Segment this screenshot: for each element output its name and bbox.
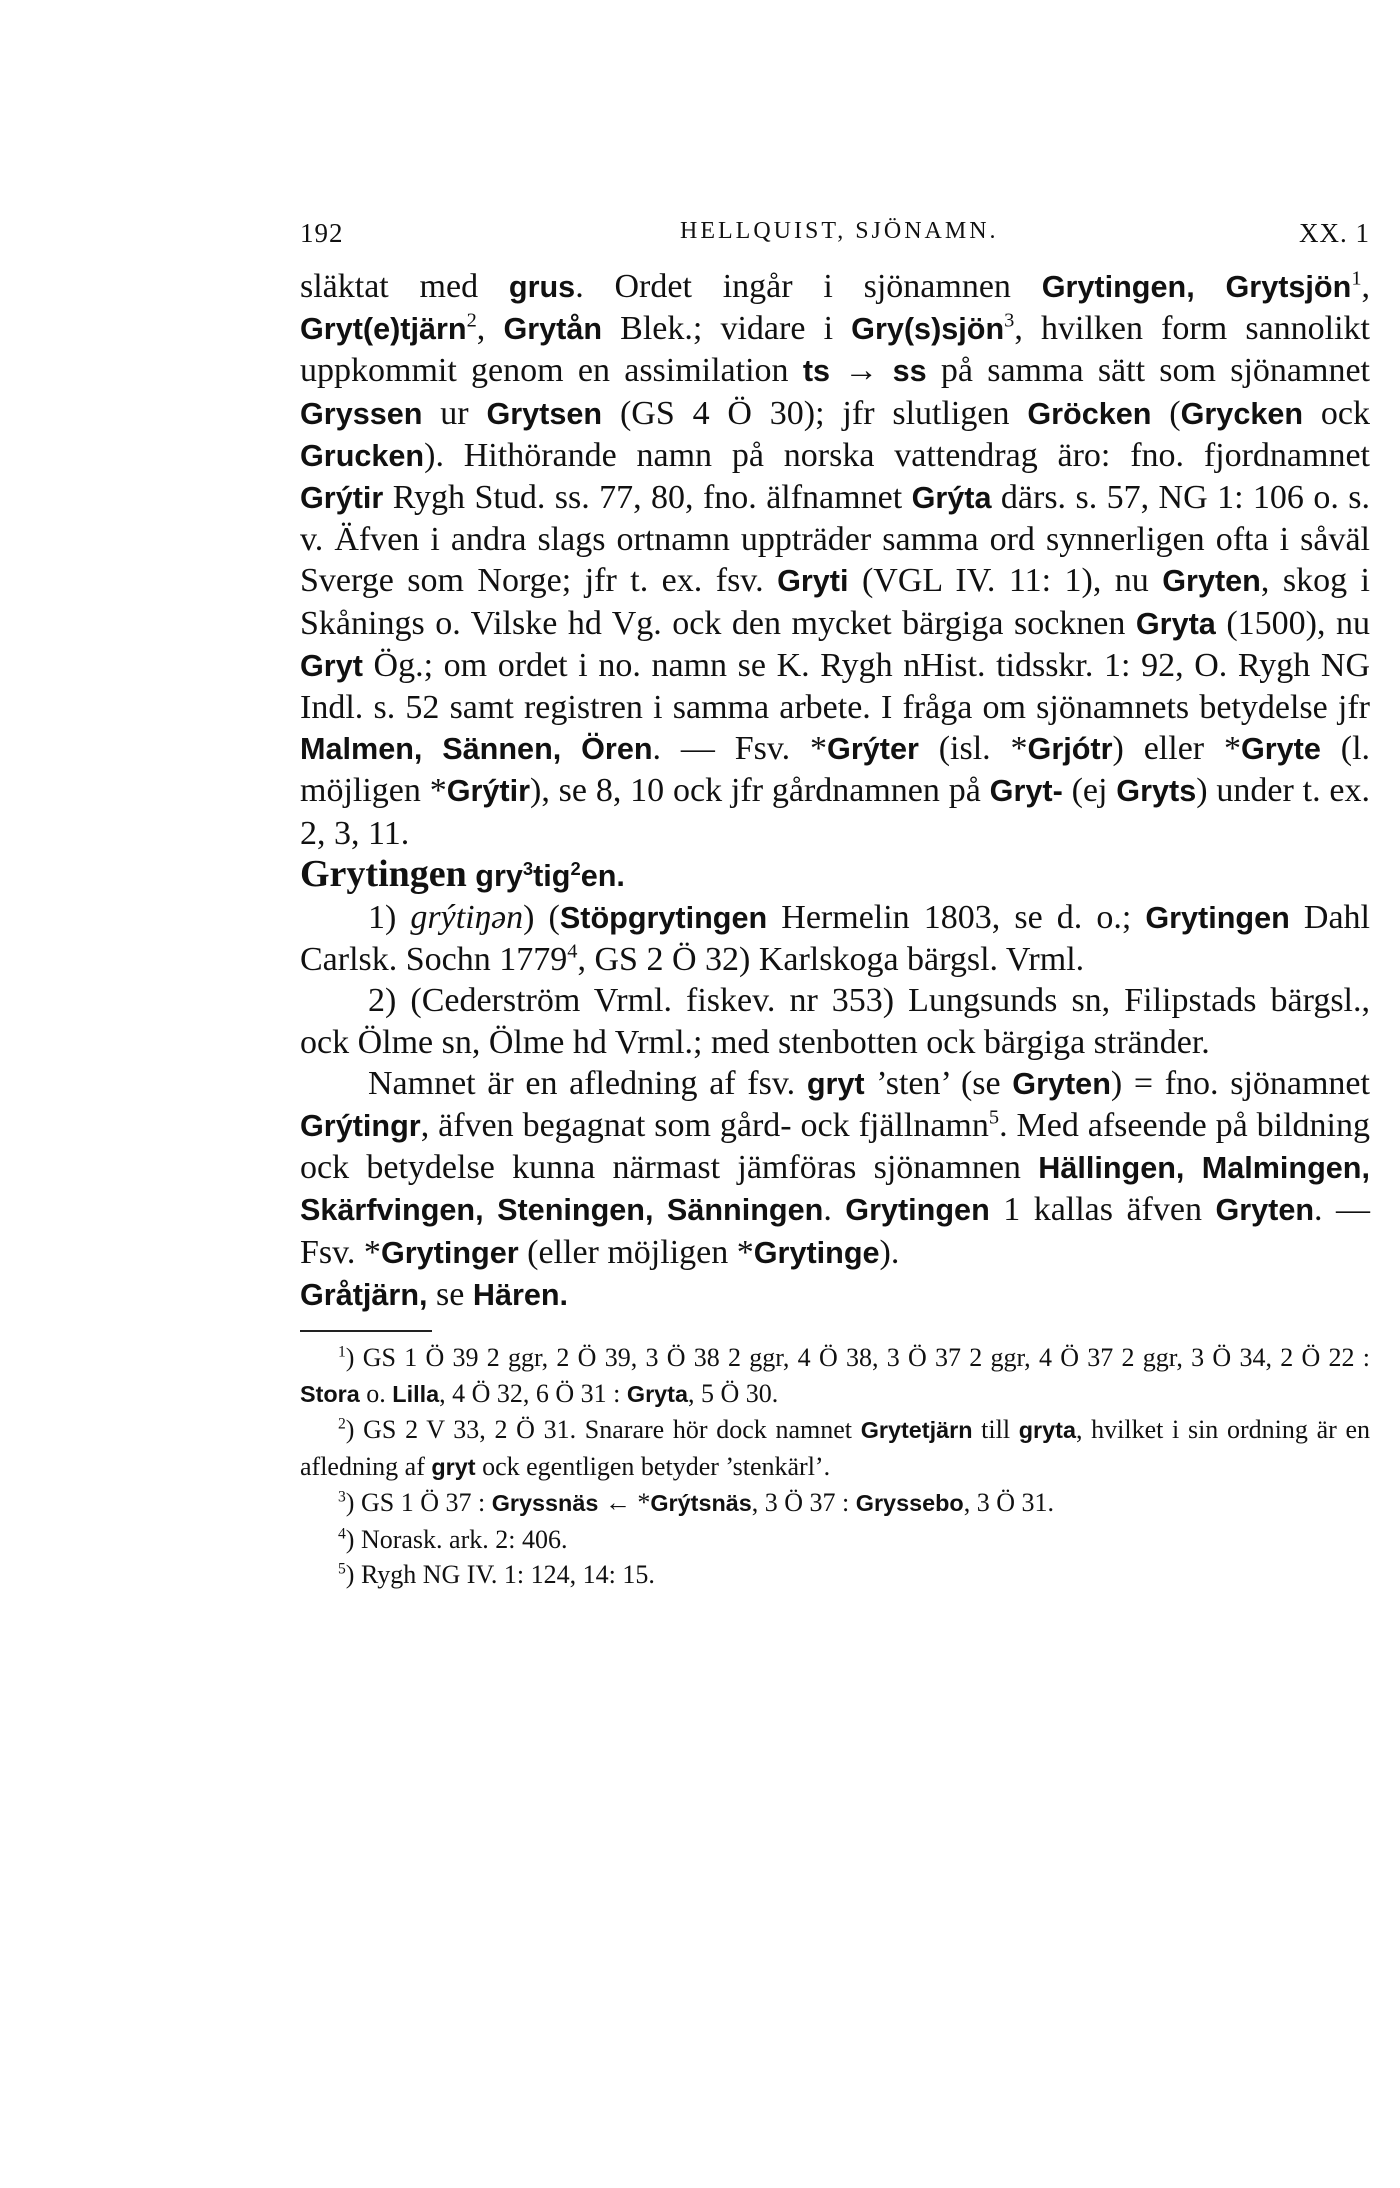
page-number: 192 [300, 218, 344, 248]
footnote-5: $^5$) Rygh NG IV. 1: 124, 14: 15. [338, 1560, 655, 1590]
running-title: HELLQUIST, SJÖNAMN. [680, 218, 999, 244]
footnote-divider [300, 1330, 432, 1332]
footnote-4: $^4$) Norask. ark. 2: 406. [338, 1524, 568, 1554]
main-text [300, 266, 1370, 1316]
running-header [300, 218, 1370, 266]
paragraph-etymology: Namnet är en afledning af fsv. gryt ’sten’ (se Gryten) = fno. sjönamnet Grýtingr, äfven begagnat som gård- ock fjällnamn$^5$. Med afseende på bildning ock betydelse kunna närmast jämföras sjönamnen Hällingen, Malmingen, Skärfvingen, Steningen, Sänningen. Grytingen 1 kallas äfven Gryten. — Fsv. *Grytinger (eller möjligen *Grytinge). [300, 1064, 1371, 1271]
footnote-3: $^3$) GS 1 Ö 37 : Gryssnäs ← *Grýtsnäs, 3 Ö 37 : Gryssebo, 3 Ö 31. [338, 1488, 1054, 1518]
section-number: XX. 1 [1299, 218, 1370, 248]
entry-heading: Grytingen gry$^3$tig$^2$en. [300, 852, 625, 895]
page [300, 218, 1370, 1593]
cross-reference: Gråtjärn, se Hären. [300, 1275, 569, 1313]
footnote-1: $^1$) GS 1 Ö 39 2 ggr, 2 Ö 39, 3 Ö 38 2 ggr, 4 Ö 38, 3 Ö 37 2 ggr, 4 Ö 37 2 ggr, 3 Ö 34, 2 Ö 22 : Stora o. Lilla, 4 Ö 32, 6 Ö 31 : Gryta, 5 Ö 30. [300, 1343, 1370, 1408]
paragraph-intro: släktat med grus. Ordet ingår i sjönamnen Grytingen, Grytsjön$^1$, Gryt(e)tjärn$^2$, Grytån Blek.; vidare i Gry(s)sjön$^3$, hvilken form sannolikt uppkommit genom en assimilation ts → ss på samma sätt som sjönamnet Gryssen ur Grytsen (GS 4 Ö 30); jfr slutligen Gröcken (Grycken ock Grucken). Hithörande namn på norska vattendrag äro: fno. fjordnamnet Grýtir Rygh Stud. ss. 77, 80, fno. älfnamnet Grýta därs. s. 57, NG 1: 106 o. s. v. Äfven i andra slags ortnamn uppträder samma ord synnerligen ofta i såväl Sverge som Norge; jfr t. ex. fsv. Gryti (VGL IV. 11: 1), nu Gryten, skog i Skånings o. Vilske hd Vg. ock den mycket bärgiga socknen Gryta (1500), nu Gryt Ög.; om ordet i no. namn se K. Rygh nHist. tidsskr. 1: 92, O. Rygh NG Indl. s. 52 samt registren i samma arbete. I fråga om sjönamnets betydelse jfr Malmen, Sännen, Ören. — Fsv. *Grýter (isl. *Grjótr) eller *Gryte (l. möjligen *Grýtir), se 8, 10 ock jfr gårdnamnen på Gryt- (ej Gryts) under t. ex. 2, 3, 11. [300, 267, 1371, 852]
paragraph-sense-2: 2) (Cederström Vrml. fiskev. nr 353) Lungsunds sn, Filipstads bärgsl., ock Ölme sn, Ölme hd Vrml.; med stenbotten ock bärgiga stränder. [300, 982, 1370, 1061]
footnote-2: $^2$) GS 2 V 33, 2 Ö 31. Snarare hör dock namnet Grytetjärn till gryta, hvilket i sin ordning är en afledning af gryt ock egentligen betyder ’stenkärl’. [300, 1415, 1370, 1481]
footnotes [300, 1340, 1370, 1593]
paragraph-sense-1: 1) grýtiŋən) (Stöpgrytingen Hermelin 1803, se d. o.; Grytingen Dahl Carlsk. Sochn 1779$^4$, GS 2 Ö 32) Karlskoga bärgsl. Vrml. [300, 899, 1370, 979]
